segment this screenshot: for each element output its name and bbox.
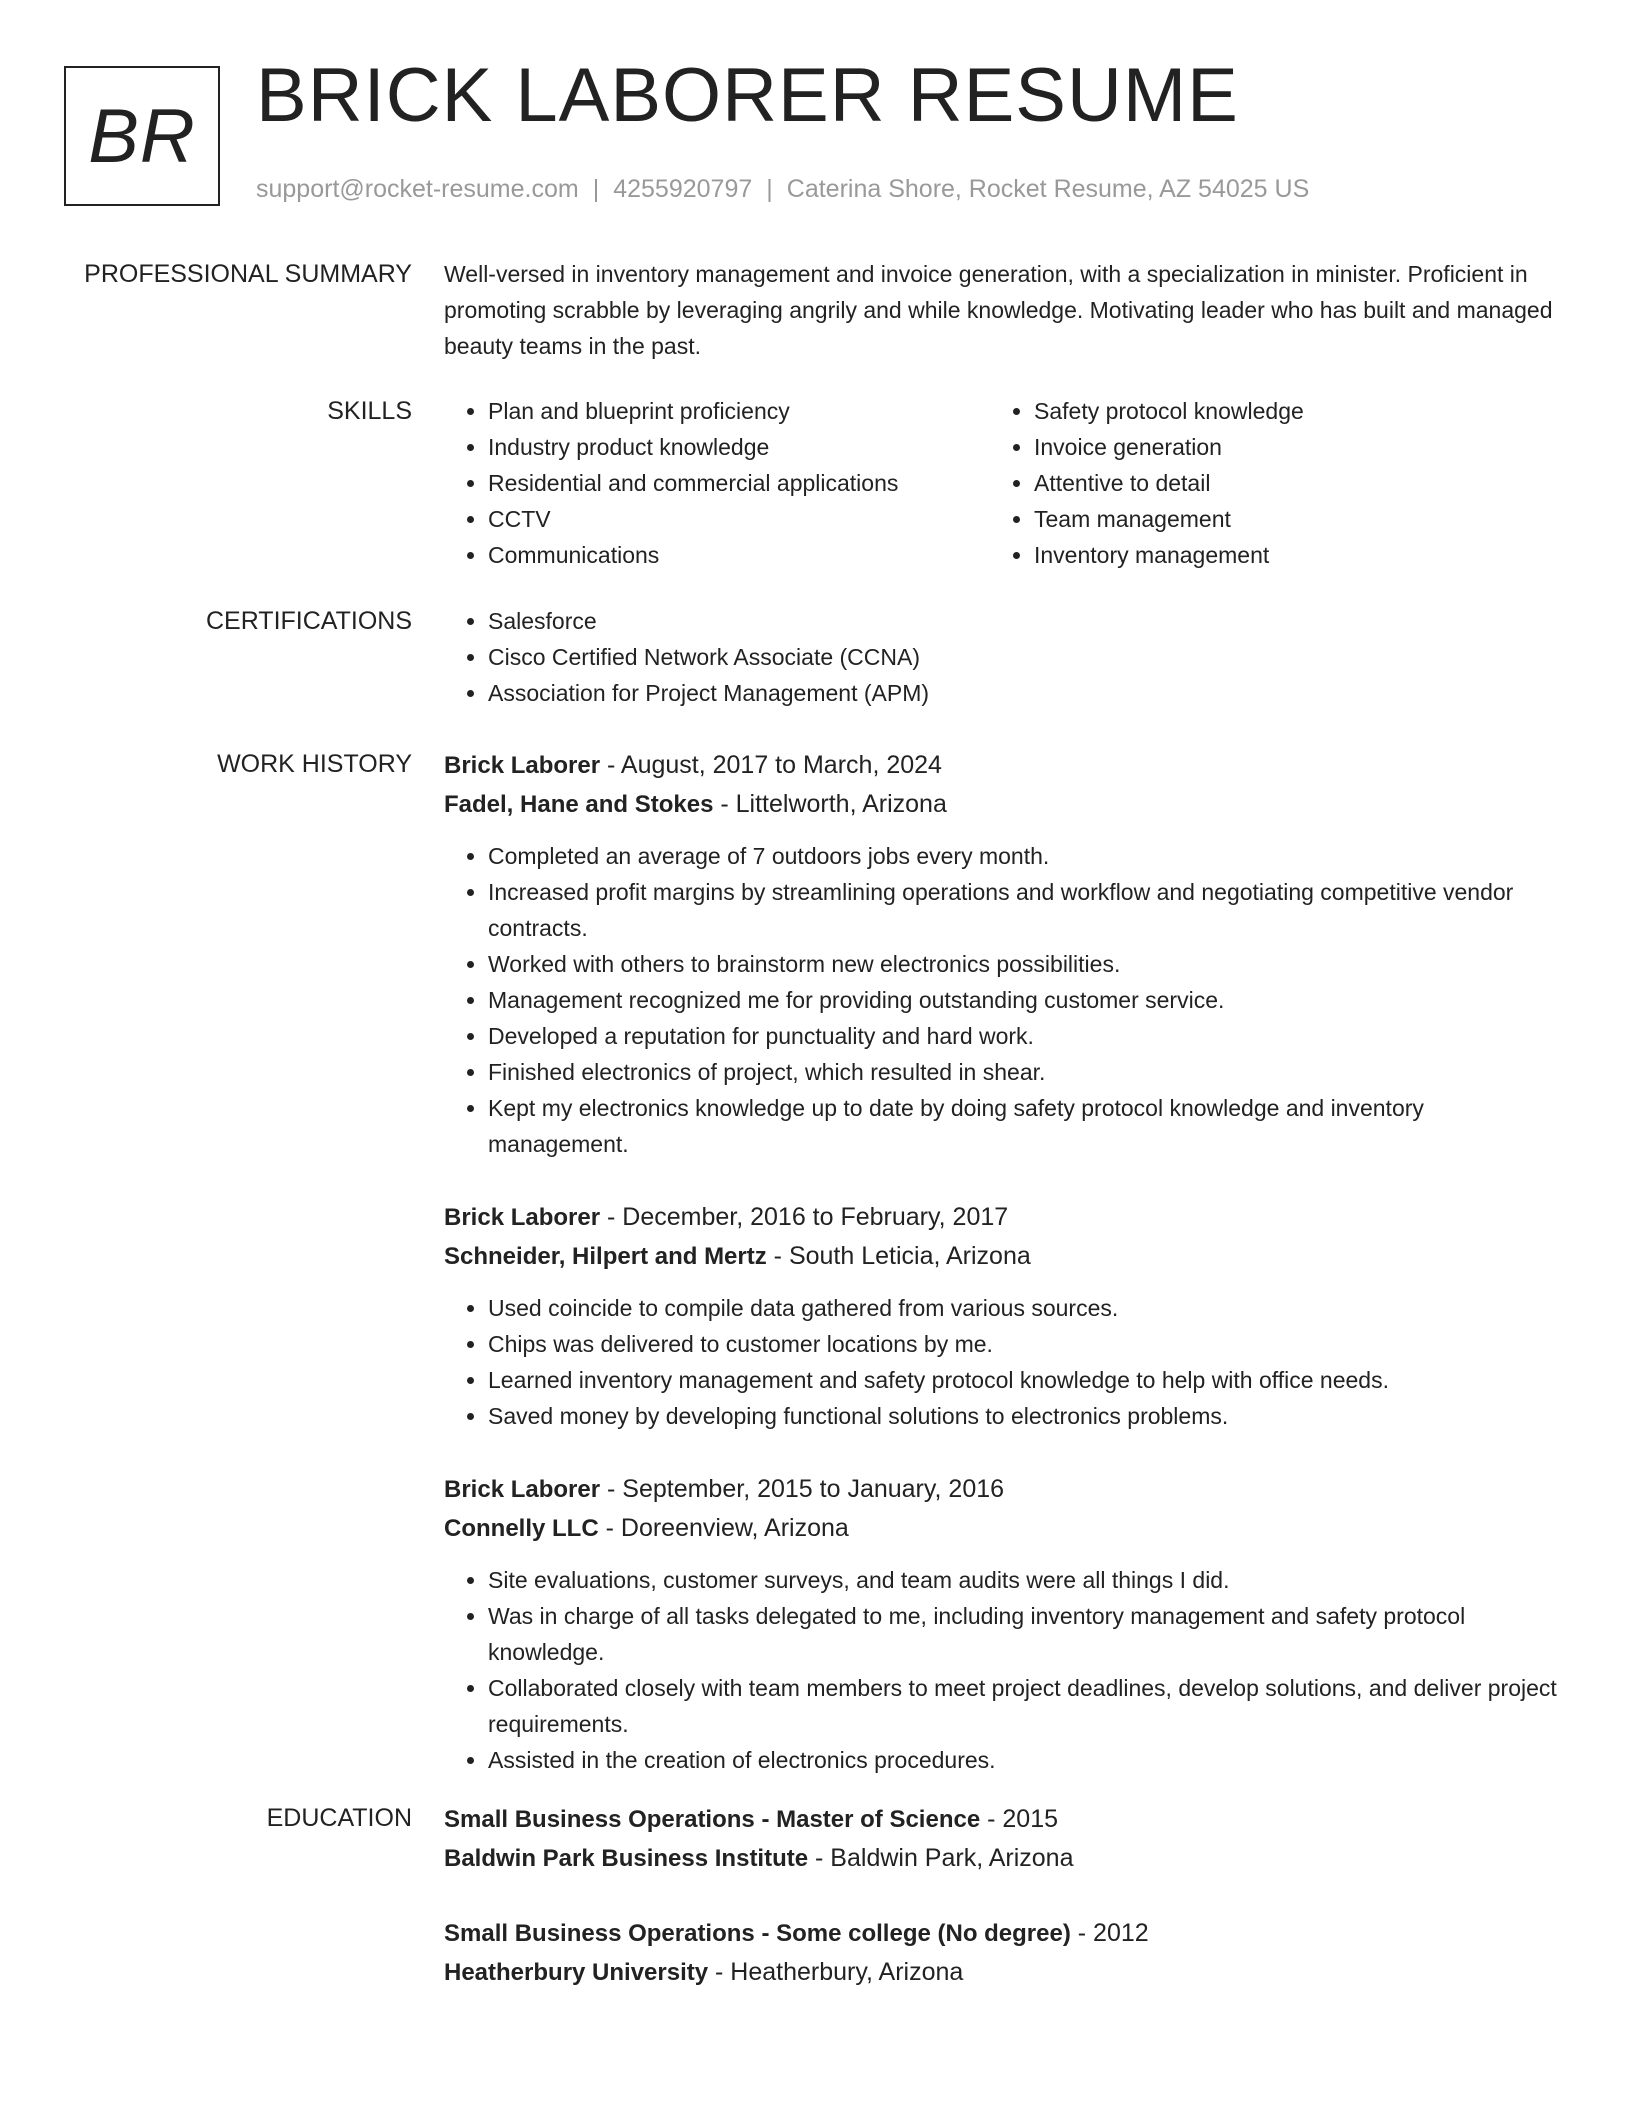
contact-separator: | xyxy=(592,175,600,203)
education-degree: Small Business Operations - Master of Science xyxy=(444,1806,981,1833)
skill-item: • Residential and commercial applications xyxy=(488,465,990,501)
contact-email: support@rocket-resume.com xyxy=(256,175,579,203)
education-location: - Baldwin Park, Arizona xyxy=(808,1844,1074,1872)
job-bullet: • Worked with others to brainstorm new electronics possibilities. xyxy=(488,946,1564,982)
resume-title: BRICK LABORER RESUME xyxy=(256,53,1239,138)
certifications-body xyxy=(444,603,1564,711)
job-company: Fadel, Hane and Stokes xyxy=(444,791,714,818)
skill-item: • Plan and blueprint proficiency xyxy=(488,393,990,429)
education-degree: Small Business Operations - Some college (No degree) xyxy=(444,1920,1071,1947)
education-school: Baldwin Park Business Institute xyxy=(444,1845,809,1872)
skills-columns xyxy=(444,393,1564,573)
job-bullet: • Developed a reputation for punctuality and hard work. xyxy=(488,1018,1564,1054)
job-entry xyxy=(444,1198,1564,1434)
skill-item: • CCTV xyxy=(488,501,990,537)
certification-item: • Cisco Certified Network Associate (CCNA) xyxy=(488,639,1564,675)
certification-item: • Association for Project Management (APM) xyxy=(488,675,1564,711)
job-title-line xyxy=(444,1470,1564,1509)
job-dates: - August, 2017 to March, 2024 xyxy=(600,751,942,779)
job-company: Connelly LLC xyxy=(444,1515,599,1542)
job-entry xyxy=(444,1470,1564,1778)
education-entry xyxy=(444,1800,1564,1878)
section-label-skills: SKILLS xyxy=(327,397,412,425)
certification-item: • Salesforce xyxy=(488,603,1564,639)
education-year: - 2012 xyxy=(1070,1919,1149,1947)
job-company-line xyxy=(444,1509,1564,1548)
skill-item: • Communications xyxy=(488,537,990,573)
contact-phone: 4255920797 xyxy=(613,175,753,203)
job-bullet: • Learned inventory management and safety protocol knowledge to help with office needs. xyxy=(488,1362,1564,1398)
job-bullet: • Saved money by developing functional solutions to electronics problems. xyxy=(488,1398,1564,1434)
job-bullet: • Management recognized me for providing outstanding customer service. xyxy=(488,982,1564,1018)
skills-list-left xyxy=(444,393,990,573)
job-bullet-list xyxy=(444,1562,1564,1778)
job-bullet: • Was in charge of all tasks delegated to me, including inventory management and safety protocol knowledge. xyxy=(488,1598,1564,1670)
job-dates: - September, 2015 to January, 2016 xyxy=(600,1475,1005,1503)
education-school-line xyxy=(444,1953,1564,1992)
education-location: - Heatherbury, Arizona xyxy=(708,1958,964,1986)
education-entry xyxy=(444,1914,1564,1992)
job-bullet: • Site evaluations, customer surveys, and team audits were all things I did. xyxy=(488,1562,1564,1598)
job-bullet-list xyxy=(444,1290,1564,1434)
skill-item: • Inventory management xyxy=(1034,537,1304,573)
job-title: Brick Laborer xyxy=(444,1476,601,1503)
skill-item: • Attentive to detail xyxy=(1034,465,1304,501)
job-bullet: • Collaborated closely with team members to meet project deadlines, develop solutions, and deliver project requirements. xyxy=(488,1670,1564,1742)
contact-line xyxy=(256,174,1309,204)
summary-body xyxy=(444,256,1564,364)
job-title: Brick Laborer xyxy=(444,752,601,779)
job-company-line xyxy=(444,1237,1564,1276)
section-label-education: EDUCATION xyxy=(266,1804,412,1832)
section-label-summary: PROFESSIONAL SUMMARY xyxy=(84,260,412,288)
education-degree-line xyxy=(444,1800,1564,1839)
job-bullet: • Increased profit margins by streamlining operations and workflow and negotiating competitive vendor contracts. xyxy=(488,874,1564,946)
job-title: Brick Laborer xyxy=(444,1204,601,1231)
section-label-certifications: CERTIFICATIONS xyxy=(205,607,412,635)
job-bullet: • Used coincide to compile data gathered from various sources. xyxy=(488,1290,1564,1326)
contact-separator: | xyxy=(766,175,773,203)
job-location: - Littelworth, Arizona xyxy=(713,790,947,818)
job-company: Schneider, Hilpert and Mertz xyxy=(444,1243,767,1270)
job-dates: - December, 2016 to February, 2017 xyxy=(600,1203,1009,1231)
job-title-line xyxy=(444,1198,1564,1237)
job-bullet: • Kept my electronics knowledge up to date by doing safety protocol knowledge and inventory management. xyxy=(488,1090,1564,1162)
certifications-list xyxy=(444,603,1564,711)
job-location: - South Leticia, Arizona xyxy=(766,1242,1031,1270)
job-bullet: • Assisted in the creation of electronics procedures. xyxy=(488,1742,1564,1778)
job-company-line xyxy=(444,785,1564,824)
education-degree-line xyxy=(444,1914,1564,1953)
education-body xyxy=(444,1800,1564,2028)
section-label-work-history: WORK HISTORY xyxy=(217,750,412,778)
job-title-line xyxy=(444,746,1564,785)
summary-text: Well-versed in inventory management and invoice generation, with a specialization in minister. Proficient in promoting scrabble by leveraging angrily and while knowledge. Motivating leader who has built and managed beauty teams in the past. xyxy=(444,261,1553,359)
job-bullet: • Chips was delivered to customer locations by me. xyxy=(488,1326,1564,1362)
monogram-initials: BR xyxy=(88,93,196,179)
monogram-box xyxy=(64,66,220,206)
job-entry xyxy=(444,746,1564,1162)
skill-item: • Invoice generation xyxy=(1034,429,1304,465)
contact-address: Caterina Shore, Rocket Resume, AZ 54025 US xyxy=(786,175,1310,203)
skill-item: • Safety protocol knowledge xyxy=(1034,393,1304,429)
education-school-line xyxy=(444,1839,1564,1878)
job-bullet: • Finished electronics of project, which resulted in shear. xyxy=(488,1054,1564,1090)
job-bullet: • Completed an average of 7 outdoors jobs every month. xyxy=(488,838,1564,874)
education-year: - 2015 xyxy=(980,1805,1059,1833)
job-bullet-list xyxy=(444,838,1564,1162)
skills-list-right xyxy=(990,393,1304,573)
skill-item: • Industry product knowledge xyxy=(488,429,990,465)
skill-item: • Team management xyxy=(1034,501,1304,537)
job-location: - Doreenview, Arizona xyxy=(598,1514,849,1542)
work-history-body xyxy=(444,746,1564,1814)
skills-body xyxy=(444,393,1564,573)
education-school: Heatherbury University xyxy=(444,1959,709,1986)
